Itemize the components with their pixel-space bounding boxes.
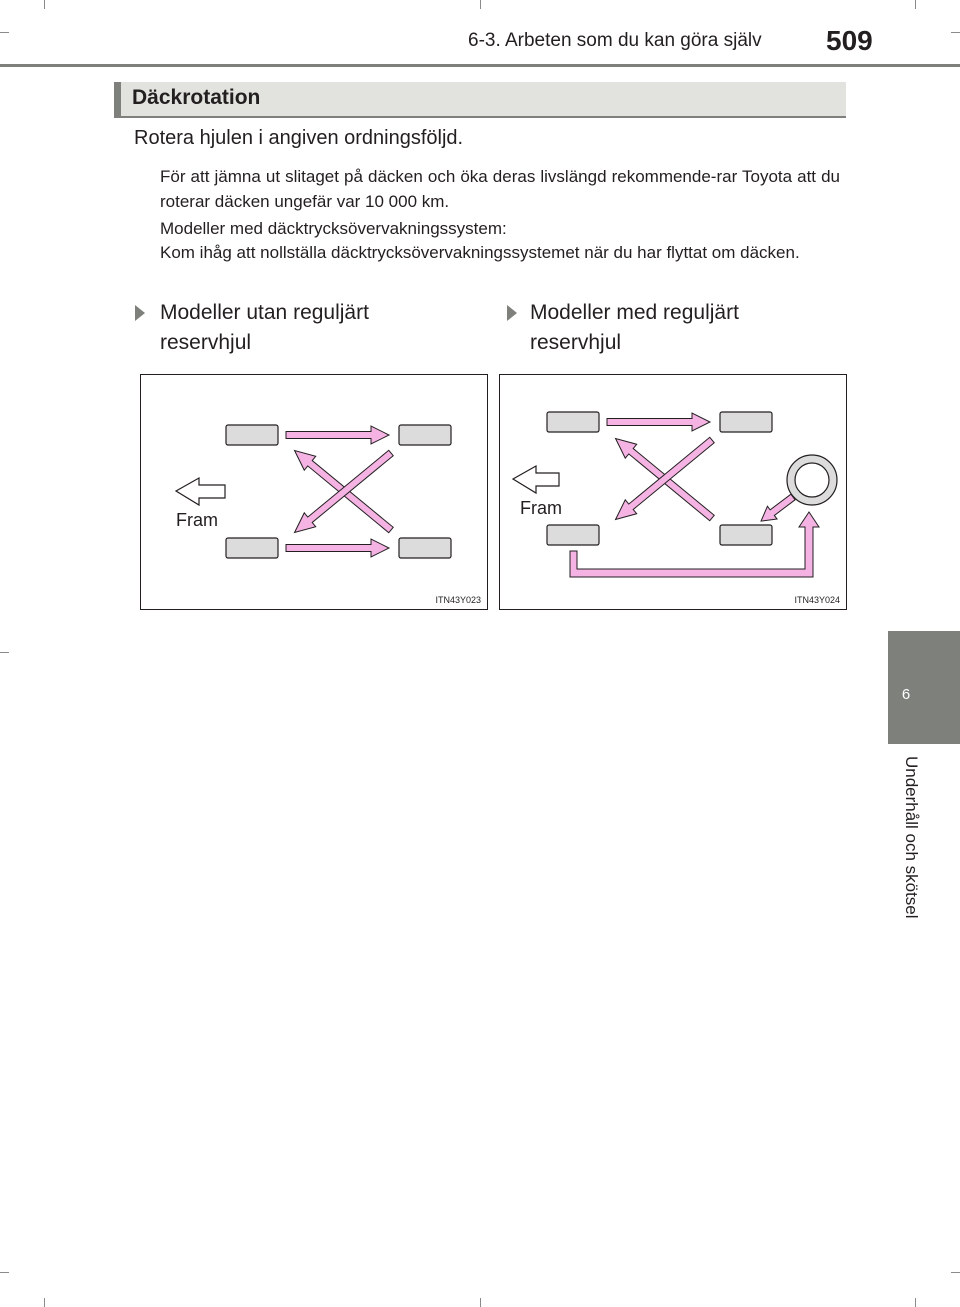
section-heading-accent <box>114 82 121 118</box>
rotation-diagram-svg <box>141 375 487 609</box>
rotation-arrow <box>286 539 389 557</box>
bullet-triangle-icon <box>135 305 145 321</box>
rotation-arrow <box>607 413 710 431</box>
front-direction-arrow-icon <box>176 478 225 505</box>
figure-heading-line: Modeller utan reguljärt <box>160 301 369 324</box>
crop-mark <box>0 32 9 33</box>
crop-mark <box>951 32 960 33</box>
crop-mark <box>915 1298 916 1307</box>
figure-heading-line: reservhjul <box>530 331 622 354</box>
crop-mark <box>480 0 481 9</box>
crop-mark <box>0 652 9 653</box>
tire-front-left <box>547 412 599 432</box>
chapter-number: 6 <box>901 686 911 703</box>
tire-rear-left <box>226 538 278 558</box>
tire-rear-right <box>399 538 451 558</box>
front-label: Fram <box>176 510 218 530</box>
tire-front-right <box>720 412 772 432</box>
figure-heading-with-spare <box>530 298 739 358</box>
rotation-diagram-with-spare <box>499 374 847 610</box>
front-label: Fram <box>520 498 562 518</box>
page-number: 509 <box>826 25 873 56</box>
figure-heading-no-spare <box>160 298 369 358</box>
rotation-arrow <box>286 426 389 444</box>
crop-mark <box>0 1272 9 1273</box>
tire-front-right <box>399 425 451 445</box>
crop-mark <box>915 0 916 9</box>
figure-code: ITN43Y024 <box>794 595 840 605</box>
tire-rear-left <box>547 525 599 545</box>
rotation-arrow <box>756 491 798 528</box>
header-rule <box>0 64 960 67</box>
section-title: Däckrotation <box>132 86 261 109</box>
intro-text: Rotera hjulen i angiven ordningsföljd. <box>134 127 464 149</box>
figure-code: ITN43Y023 <box>435 595 481 605</box>
crop-mark <box>44 0 45 9</box>
chapter-title: Underhåll och skötsel <box>902 756 921 919</box>
tire-rear-right <box>720 525 772 545</box>
crop-mark <box>951 1272 960 1273</box>
rotation-arrow <box>570 512 819 577</box>
figure-heading-line: Modeller med reguljärt <box>530 301 739 324</box>
running-header: 6-3. Arbeten som du kan göra själv <box>468 30 762 51</box>
rotation-diagram-svg <box>500 375 846 609</box>
body-paragraph: Modeller med däcktrycksövervakningssystem: <box>160 219 507 238</box>
figure-heading-line: reservhjul <box>160 331 252 354</box>
front-direction-arrow-icon <box>513 466 559 493</box>
bullet-triangle-icon <box>507 305 517 321</box>
crop-mark <box>44 1298 45 1307</box>
spare-tire-icon <box>787 455 837 505</box>
body-paragraph: För att jämna ut slitaget på däcken och öka deras livslängd rekommende-rar Toyota att du roterar däcken ungefär var 10 000 km. <box>160 167 840 211</box>
rotation-diagram-no-spare <box>140 374 488 610</box>
crop-mark <box>480 1298 481 1307</box>
body-paragraph: Kom ihåg att nollställa däcktrycksövervakningssystemet när du har flyttat om däcken. <box>160 243 800 262</box>
tire-front-left <box>226 425 278 445</box>
